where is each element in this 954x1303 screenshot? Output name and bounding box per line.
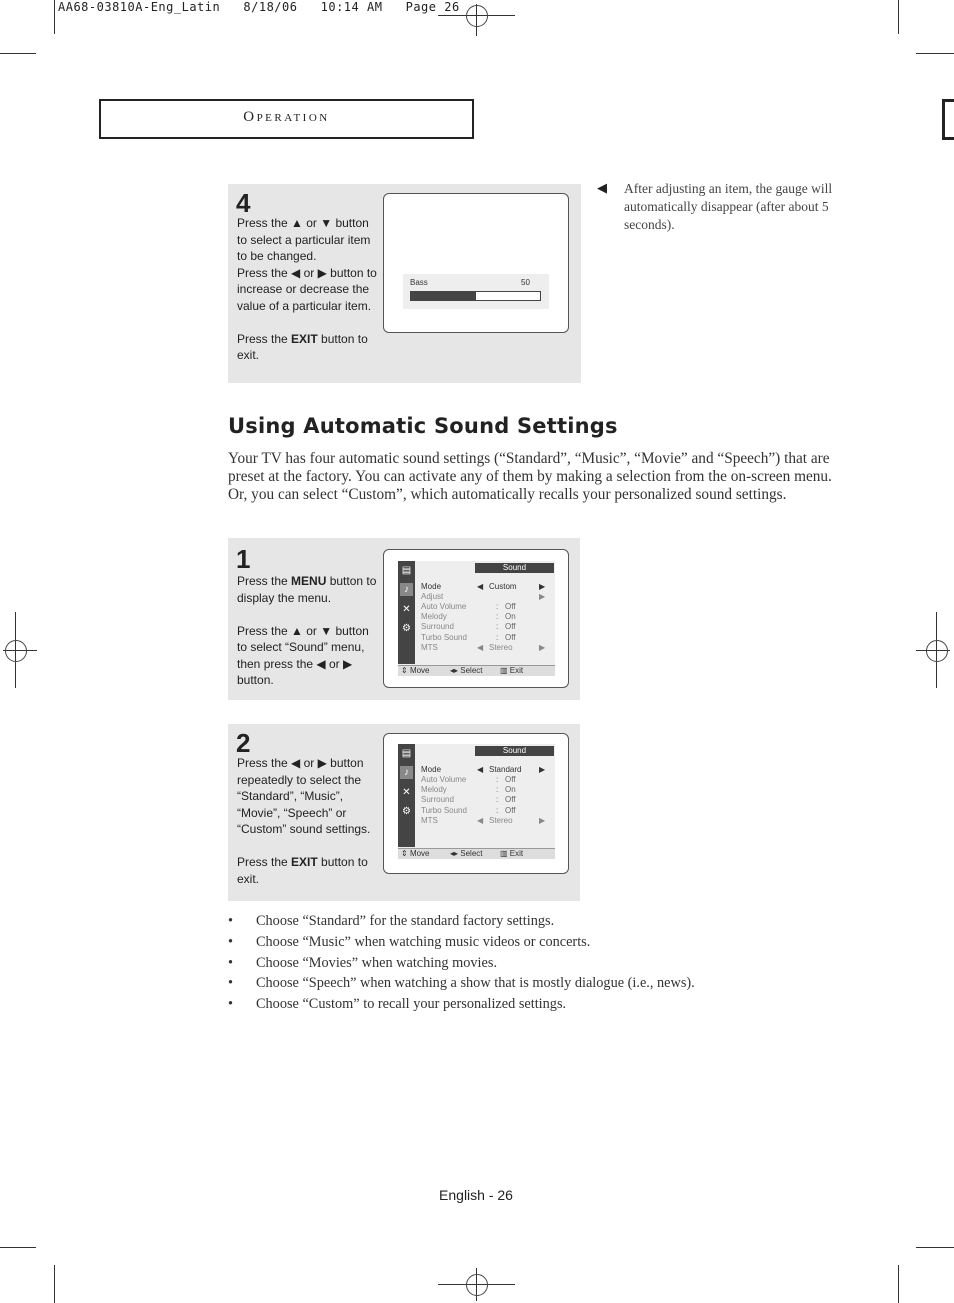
gauge-label: Bass bbox=[410, 278, 428, 287]
setting-name: Auto Volume bbox=[421, 775, 467, 784]
setup-icon: ⚙ bbox=[402, 806, 411, 817]
menu-icon-bar bbox=[398, 744, 415, 847]
channel-icon: ✕ bbox=[402, 604, 411, 615]
setting-row[interactable]: Auto Volume : Off bbox=[421, 602, 516, 611]
setup-icon: ⚙ bbox=[402, 623, 411, 634]
list-item: • Choose “Movies” when watching movies. bbox=[228, 954, 498, 971]
setting-name: Melody bbox=[421, 612, 447, 622]
setting-value: On bbox=[505, 612, 516, 622]
mts-row[interactable]: MTS ◀ Stereo ▶ bbox=[421, 816, 546, 825]
sound-menu-osd bbox=[398, 561, 555, 676]
move-hint: ⇕ Move bbox=[401, 849, 430, 858]
menu-header: Sound bbox=[475, 563, 554, 573]
setting-row[interactable]: Auto Volume : Off bbox=[421, 775, 516, 784]
setting-row[interactable]: Melody : On bbox=[421, 785, 516, 795]
step2-text-1: Press the ◀ or ▶ button repeatedly to select the “Standard”, “Music”, “Movie”, “Speech” or “Custom” sound settings. bbox=[237, 756, 371, 836]
move-hint: ⇕ Move bbox=[401, 666, 430, 675]
side-tab bbox=[942, 99, 954, 140]
picture-icon: ▤ bbox=[401, 565, 412, 576]
speaker-icon: ♪ bbox=[400, 766, 413, 779]
setting-name: Melody bbox=[421, 785, 447, 795]
speaker-icon: ♪ bbox=[400, 583, 413, 596]
setting-row[interactable]: Turbo Sound : Off bbox=[421, 632, 516, 642]
mode-row[interactable]: Mode ◀ Standard ▶ bbox=[421, 765, 546, 774]
step4-text-1: Press the ▲ or ▼ button to select a particular item to be changed. bbox=[237, 216, 371, 263]
side-note: After adjusting an item, the gauge will automatically disappear (after about 5 seconds). bbox=[624, 181, 833, 232]
step-number: 4 bbox=[236, 188, 251, 218]
exit-hint: ▥ Exit bbox=[500, 666, 524, 675]
gauge-track bbox=[410, 291, 541, 301]
channel-icon: ✕ bbox=[402, 787, 411, 798]
setting-value: Off bbox=[505, 775, 516, 784]
setting-row[interactable]: Surround : Off bbox=[421, 795, 516, 805]
note-arrow-icon: ◀ bbox=[597, 180, 607, 195]
setting-name: Turbo Sound bbox=[421, 805, 467, 815]
list-item: • Choose “Speech” when watching a show that is mostly dialogue (i.e., news). bbox=[228, 975, 695, 992]
setting-name: Surround bbox=[421, 795, 454, 805]
select-hint: ◂▸ Select bbox=[450, 849, 483, 858]
step4-panel bbox=[228, 184, 581, 383]
mode-row[interactable]: Mode ◀ Custom ▶ bbox=[421, 582, 546, 591]
tv-screen bbox=[383, 549, 569, 688]
section-title: Operation bbox=[243, 109, 330, 125]
tv-screen bbox=[383, 193, 569, 333]
setting-name: Surround bbox=[421, 622, 454, 632]
step1-instructions bbox=[237, 573, 377, 689]
setting-value: On bbox=[505, 785, 516, 795]
print-header: AA68-03810A-Eng_Latin 8/18/06 10:14 AM Page 26 bbox=[58, 0, 460, 14]
setting-name: Auto Volume bbox=[421, 602, 467, 611]
page-footer: English - 26 bbox=[439, 1187, 513, 1203]
setting-value: Off bbox=[505, 805, 516, 815]
gauge-fill bbox=[411, 292, 476, 300]
step1-text-2: Press the ▲ or ▼ button to select “Sound” menu, then press the ◀ or ▶ button. bbox=[237, 623, 369, 687]
setting-value: Off bbox=[505, 602, 516, 611]
setting-value: Off bbox=[505, 632, 516, 642]
setting-row[interactable]: Turbo Sound : Off bbox=[421, 805, 516, 815]
menu-footer bbox=[398, 848, 555, 859]
setting-value: Off bbox=[505, 795, 516, 805]
exit-hint: ▥ Exit bbox=[500, 849, 524, 858]
adjust-row[interactable]: Adjust ▶ bbox=[421, 592, 546, 601]
step2-panel bbox=[228, 724, 580, 901]
menu-footer bbox=[398, 665, 555, 676]
setting-name: Turbo Sound bbox=[421, 632, 467, 642]
intro-paragraph: Your TV has four automatic sound settings (“Standard”, “Music”, “Movie” and “Speech”) that are preset at the factory. You can activate any of them by making a selection from the on-screen menu. Or, you can select “Custom”, which automatically recalls your personalized sound settings. bbox=[228, 450, 832, 503]
list-item: • Choose “Custom” to recall your personalized settings. bbox=[228, 996, 567, 1013]
step-number: 1 bbox=[236, 544, 251, 574]
step4-instructions bbox=[237, 215, 377, 364]
select-hint: ◂▸ Select bbox=[450, 666, 483, 675]
menu-header: Sound bbox=[475, 746, 554, 756]
picture-icon: ▤ bbox=[401, 748, 412, 759]
section-header-box bbox=[99, 99, 474, 139]
menu-icon-bar bbox=[398, 561, 415, 664]
gauge-value: 50 bbox=[521, 278, 530, 287]
bullet-list bbox=[228, 911, 848, 1015]
step4-text-2: Press the ◀ or ▶ button to increase or decrease the value of a particular item. bbox=[237, 265, 377, 313]
list-item: • Choose “Standard” for the standard factory settings. bbox=[228, 913, 555, 929]
sound-menu-osd bbox=[398, 744, 555, 859]
step1-panel bbox=[228, 538, 580, 700]
setting-value: Off bbox=[505, 622, 516, 632]
page-heading: Using Automatic Sound Settings bbox=[228, 414, 618, 438]
mts-row[interactable]: MTS ◀ Stereo ▶ bbox=[421, 643, 546, 652]
tv-screen bbox=[383, 733, 569, 874]
step2-text-2: Press the EXIT button to exit. bbox=[237, 855, 368, 886]
bass-gauge bbox=[403, 274, 549, 309]
step-number: 2 bbox=[236, 728, 251, 758]
step2-instructions bbox=[237, 755, 377, 887]
setting-row[interactable]: Melody : On bbox=[421, 612, 516, 622]
step1-text-1: Press the MENU button to display the menu. bbox=[237, 574, 377, 605]
list-item: • Choose “Music” when watching music videos or concerts. bbox=[228, 933, 591, 950]
step4-text-3: Press the EXIT button to exit. bbox=[237, 331, 368, 362]
setting-row[interactable]: Surround : Off bbox=[421, 622, 516, 632]
